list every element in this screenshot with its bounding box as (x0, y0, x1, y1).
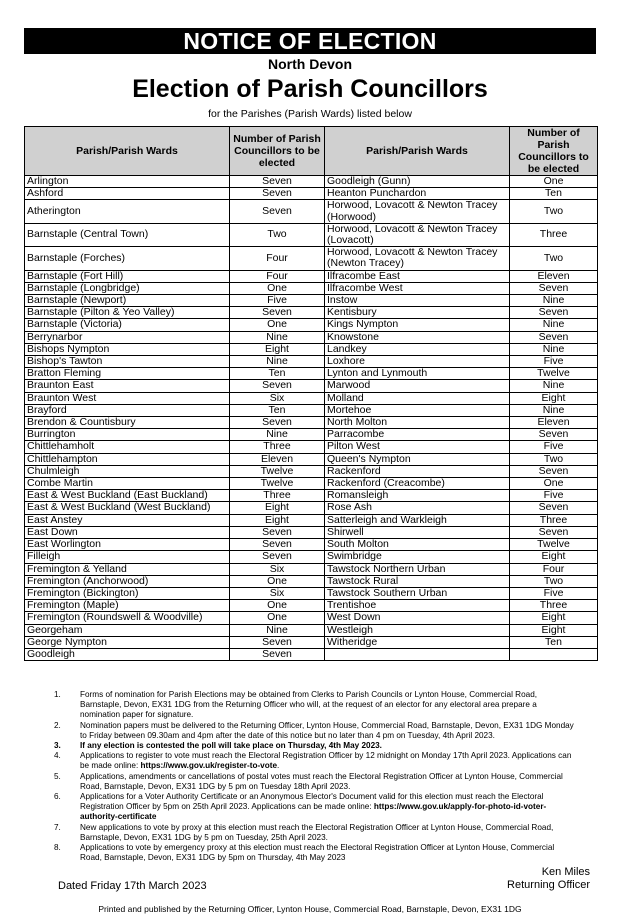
note-number: 4. (54, 751, 61, 761)
table-row (25, 247, 598, 270)
councillor-count-right: Twelve (510, 368, 598, 380)
signer-name: Ken Miles (541, 866, 590, 878)
table-row (25, 176, 598, 188)
councillor-count-left: Seven (230, 307, 325, 319)
page-subtitle: for the Parishes (Parish Wards) listed below (208, 108, 412, 120)
district-name: North Devon (268, 56, 352, 72)
table-row (25, 575, 598, 587)
councillor-count-left: Nine (230, 331, 325, 343)
ward-name-left: Berrynarbor (25, 331, 230, 343)
ward-name-left: East Anstey (25, 514, 230, 526)
councillor-count-left: Eight (230, 343, 325, 355)
councillor-count-right: Nine (510, 319, 598, 331)
councillor-count-left: Seven (230, 526, 325, 538)
note-text: Applications to vote by emergency proxy at this election must reach the Electoral Registration Officer at Lynton House, Commercial Road, Barnstaple, Devon, EX31 1DG by 5pm on Thursday, 4th May 2023 (80, 843, 555, 863)
table-row (25, 392, 598, 404)
ward-name-left: Braunton West (25, 392, 230, 404)
councillor-count-left: Seven (230, 539, 325, 551)
councillor-count-left: Seven (230, 200, 325, 223)
councillor-count-left: Five (230, 295, 325, 307)
ward-name-right: Marwood (325, 380, 510, 392)
table-row (25, 465, 598, 477)
councillor-count-right: Two (510, 247, 598, 270)
councillor-count-right: Eight (510, 392, 598, 404)
note-text-end: . (277, 761, 280, 771)
ward-name-right: Westleigh (325, 624, 510, 636)
councillor-count-left: Six (230, 392, 325, 404)
councillor-count-right: Two (510, 453, 598, 465)
ward-name-right: Knowstone (325, 331, 510, 343)
table-row (25, 600, 598, 612)
note-link[interactable]: https://www.gov.uk/register-to-vote (140, 761, 278, 771)
table-row (25, 478, 598, 490)
ward-name-left: Arlington (25, 176, 230, 188)
table-row (25, 200, 598, 223)
note-item (54, 741, 574, 751)
table-row (25, 270, 598, 282)
table-row (25, 648, 598, 660)
councillor-count-right: Five (510, 587, 598, 599)
councillor-count-right: Seven (510, 465, 598, 477)
ward-name-left: Combe Martin (25, 478, 230, 490)
ward-name-right: Kings Nympton (325, 319, 510, 331)
note-item (54, 792, 574, 823)
councillor-count-left: One (230, 600, 325, 612)
ward-name-left: Filleigh (25, 551, 230, 563)
ward-name-left: Ashford (25, 188, 230, 200)
councillor-count-left: Seven (230, 380, 325, 392)
councillor-count-right: Eleven (510, 270, 598, 282)
ward-name-right: Mortehoe (325, 404, 510, 416)
ward-name-left: Chulmleigh (25, 465, 230, 477)
councillor-count-left: Six (230, 587, 325, 599)
councillor-count-left: Four (230, 270, 325, 282)
ward-name-left: Burrington (25, 429, 230, 441)
councillor-count-left: Three (230, 441, 325, 453)
councillor-count-left: Twelve (230, 478, 325, 490)
councillor-count-left: One (230, 612, 325, 624)
table-row (25, 490, 598, 502)
ward-name-right (325, 648, 510, 660)
councillor-count-right: Three (510, 514, 598, 526)
table-row (25, 587, 598, 599)
ward-name-right: Horwood, Lovacott & Newton Tracey (Horwood) (325, 200, 510, 223)
ward-name-right: Kentisbury (325, 307, 510, 319)
councillor-count-right: One (510, 176, 598, 188)
councillor-count-left: Seven (230, 551, 325, 563)
councillor-count-right: Seven (510, 502, 598, 514)
page-title: Election of Parish Councillors (132, 75, 488, 103)
ward-name-left: Brendon & Countisbury (25, 417, 230, 429)
ward-name-left: East Down (25, 526, 230, 538)
note-item (54, 823, 574, 843)
ward-name-right: Instow (325, 295, 510, 307)
councillor-count-left: Twelve (230, 465, 325, 477)
note-number: 1. (54, 690, 61, 699)
ward-name-right: Pilton West (325, 441, 510, 453)
ward-name-left: Fremington & Yelland (25, 563, 230, 575)
table-row (25, 417, 598, 429)
ward-name-left: Atherington (25, 200, 230, 223)
table-row (25, 331, 598, 343)
councillor-count-right: Nine (510, 295, 598, 307)
dated-line: Dated Friday 17th March 2023 (58, 880, 207, 892)
ward-name-left: Barnstaple (Longbridge) (25, 282, 230, 294)
note-item (54, 751, 574, 771)
ward-name-right: Molland (325, 392, 510, 404)
table-row (25, 188, 598, 200)
parish-wards-table (24, 126, 598, 661)
ward-name-right: Tawstock Northern Urban (325, 563, 510, 575)
ward-name-left: Brayford (25, 404, 230, 416)
councillor-count-left: Seven (230, 417, 325, 429)
ward-name-right: North Molton (325, 417, 510, 429)
ward-name-left: Barnstaple (Central Town) (25, 223, 230, 246)
ward-name-left: Chittlehamholt (25, 441, 230, 453)
ward-name-right: Witheridge (325, 636, 510, 648)
ward-name-left: Barnstaple (Fort Hill) (25, 270, 230, 282)
note-number: 8. (54, 843, 61, 853)
ward-name-right: Rose Ash (325, 502, 510, 514)
councillor-count-left: Eight (230, 514, 325, 526)
table-row (25, 551, 598, 563)
note-text: If any election is contested the poll will take place on Thursday, 4th May 2023. (80, 741, 382, 751)
councillor-count-right: Ten (510, 636, 598, 648)
ward-name-right: West Down (325, 612, 510, 624)
table-row (25, 295, 598, 307)
councillor-count-right: Seven (510, 282, 598, 294)
ward-name-left: Georgeham (25, 624, 230, 636)
table-row (25, 319, 598, 331)
councillor-count-right: Seven (510, 307, 598, 319)
councillor-count-left: Nine (230, 624, 325, 636)
councillor-count-right: Seven (510, 526, 598, 538)
table-row (25, 282, 598, 294)
note-number: 6. (54, 792, 61, 802)
ward-name-right: Ilfracombe East (325, 270, 510, 282)
notice-banner: NOTICE OF ELECTION (24, 28, 596, 54)
table-row (25, 502, 598, 514)
ward-name-right: Horwood, Lovacott & Newton Tracey (Lovacott) (325, 223, 510, 246)
ward-name-left: Bishop's Tawton (25, 356, 230, 368)
ward-name-left: Barnstaple (Newport) (25, 295, 230, 307)
ward-name-left: East Worlington (25, 539, 230, 551)
table-row (25, 356, 598, 368)
councillor-count-left: Eight (230, 502, 325, 514)
table-row (25, 368, 598, 380)
table-row (25, 343, 598, 355)
ward-name-right: Landkey (325, 343, 510, 355)
ward-name-right: Goodleigh (Gunn) (325, 176, 510, 188)
imprint-line: Printed and published by the Returning Officer, Lynton House, Commercial Road, Barnstaple, Devon, EX31 1DG (98, 904, 522, 914)
councillor-count-left: One (230, 282, 325, 294)
councillor-count-left: Four (230, 247, 325, 270)
councillor-count-right: Seven (510, 429, 598, 441)
table-row (25, 514, 598, 526)
table-row (25, 441, 598, 453)
councillor-count-right: Eight (510, 612, 598, 624)
ward-name-right: Romansleigh (325, 490, 510, 502)
ward-name-right: South Molton (325, 539, 510, 551)
col-header-wards-left: Parish/Parish Wards (25, 127, 230, 176)
ward-name-left: Fremington (Anchorwood) (25, 575, 230, 587)
ward-name-left: Fremington (Maple) (25, 600, 230, 612)
table-row (25, 223, 598, 246)
table-body (25, 176, 598, 661)
councillor-count-right: Eight (510, 551, 598, 563)
councillor-count-left: Seven (230, 176, 325, 188)
councillor-count-left: Seven (230, 636, 325, 648)
table-row (25, 429, 598, 441)
ward-name-left: Bratton Fleming (25, 368, 230, 380)
ward-name-right: Trentishoe (325, 600, 510, 612)
ward-name-right: Heanton Punchardon (325, 188, 510, 200)
ward-name-right: Lynton and Lynmouth (325, 368, 510, 380)
councillor-count-left: Nine (230, 429, 325, 441)
ward-name-left: East & West Buckland (West Buckland) (25, 502, 230, 514)
ward-name-left: Goodleigh (25, 648, 230, 660)
ward-name-right: Shirwell (325, 526, 510, 538)
note-number: 5. (54, 771, 61, 781)
ward-name-right: Parracombe (325, 429, 510, 441)
col-header-wards-right: Parish/Parish Wards (325, 127, 510, 176)
ward-name-left: Braunton East (25, 380, 230, 392)
note-item (54, 843, 574, 863)
ward-name-left: Barnstaple (Victoria) (25, 319, 230, 331)
councillor-count-right: Ten (510, 188, 598, 200)
councillor-count-right: Five (510, 441, 598, 453)
councillor-count-right: Eight (510, 624, 598, 636)
councillor-count-right: Five (510, 490, 598, 502)
table-row (25, 539, 598, 551)
col-header-count-left: Number of Parish Councillors to be elected (230, 127, 325, 176)
councillor-count-right (510, 648, 598, 660)
councillor-count-right: One (510, 478, 598, 490)
note-text: Applications for a Voter Authority Certificate or an Anonymous Elector's Document valid for this election must reach the Electoral Registration Officer by 5pm on 25th April 2023. Applications can be made online: (80, 792, 544, 812)
councillor-count-right: Nine (510, 380, 598, 392)
ward-name-right: Queen's Nympton (325, 453, 510, 465)
councillor-count-right: Three (510, 223, 598, 246)
notes-list (54, 690, 574, 863)
ward-name-right: Satterleigh and Warkleigh (325, 514, 510, 526)
councillor-count-right: Seven (510, 331, 598, 343)
councillor-count-left: Six (230, 563, 325, 575)
ward-name-left: George Nympton (25, 636, 230, 648)
councillor-count-right: Three (510, 600, 598, 612)
ward-name-left: Bishops Nympton (25, 343, 230, 355)
councillor-count-right: Four (510, 563, 598, 575)
councillor-count-left: Seven (230, 648, 325, 660)
note-item (54, 690, 574, 721)
ward-name-left: Chittlehampton (25, 453, 230, 465)
ward-name-right: Rackenford (325, 465, 510, 477)
note-item (54, 721, 574, 741)
signature-block (507, 866, 590, 892)
table-row (25, 380, 598, 392)
table-row (25, 453, 598, 465)
table-row (25, 624, 598, 636)
councillor-count-right: Nine (510, 404, 598, 416)
ward-name-left: East & West Buckland (East Buckland) (25, 490, 230, 502)
ward-name-left: Fremington (Roundswell & Woodville) (25, 612, 230, 624)
table-row (25, 307, 598, 319)
ward-name-left: Fremington (Bickington) (25, 587, 230, 599)
councillor-count-left: Three (230, 490, 325, 502)
table-row (25, 526, 598, 538)
note-text: Applications to register to vote must reach the Electoral Registration Officer by 12 midnight on Monday 17th April 2023. Applications can be made online: (80, 751, 572, 771)
table-row (25, 404, 598, 416)
table-header-row (25, 127, 598, 176)
ward-name-right: Swimbridge (325, 551, 510, 563)
note-text: Applications, amendments or cancellations of postal votes must reach the Electoral Registration Officer at Lynton House, Commercial Road, Barnstaple, Devon, EX31 1DG by 5 pm on Tuesday 18th April 2023. (80, 771, 563, 791)
councillor-count-left: Two (230, 223, 325, 246)
councillor-count-left: One (230, 575, 325, 587)
councillor-count-left: Nine (230, 356, 325, 368)
ward-name-right: Rackenford (Creacombe) (325, 478, 510, 490)
ward-name-left: Barnstaple (Pilton & Yeo Valley) (25, 307, 230, 319)
councillor-count-right: Eleven (510, 417, 598, 429)
note-text: Forms of nomination for Parish Elections may be obtained from Clerks to Parish Councils or Lynton House, Commercial Road, Barnstaple, Devon, EX31 1DG from the Returning Officer who will, at the request of an elector for any electoral area prepare a nomination paper for signature. (80, 690, 538, 720)
ward-name-right: Tawstock Rural (325, 575, 510, 587)
ward-name-right: Tawstock Southern Urban (325, 587, 510, 599)
ward-name-right: Ilfracombe West (325, 282, 510, 294)
ward-name-right: Loxhore (325, 356, 510, 368)
councillor-count-right: Twelve (510, 539, 598, 551)
note-number: 3. (54, 741, 61, 751)
note-number: 2. (54, 720, 61, 730)
councillor-count-right: Two (510, 575, 598, 587)
note-number: 7. (54, 822, 61, 832)
councillor-count-left: One (230, 319, 325, 331)
table-row (25, 563, 598, 575)
councillor-count-left: Ten (230, 404, 325, 416)
councillor-count-right: Five (510, 356, 598, 368)
table-row (25, 636, 598, 648)
signer-role: Returning Officer (507, 879, 590, 891)
note-text: Nomination papers must be delivered to the Returning Officer, Lynton House, Commercial Road, Barnstaple, Devon, EX31 1DG Monday to Friday between 09.30am and 4pm after the date of this notice but no later than 4 pm on Tuesday, 4th April 2023. (80, 720, 574, 740)
note-text: New applications to vote by proxy at this election must reach the Electoral Registration Officer at Lynton House, Commercial Road, Barnstaple, Devon, EX31 1DG by 5 pm on Tuesday, 25th April 2023. (80, 822, 554, 842)
ward-name-left: Barnstaple (Forches) (25, 247, 230, 270)
ward-name-right: Horwood, Lovacott & Newton Tracey (Newton Tracey) (325, 247, 510, 270)
councillor-count-left: Seven (230, 188, 325, 200)
col-header-count-right: Number of Parish Councillors to be elected (510, 127, 598, 176)
note-item (54, 772, 574, 792)
councillor-count-left: Eleven (230, 453, 325, 465)
councillor-count-left: Ten (230, 368, 325, 380)
table-row (25, 612, 598, 624)
councillor-count-right: Nine (510, 343, 598, 355)
councillor-count-right: Two (510, 200, 598, 223)
note-link[interactable]: https://www.gov.uk/apply-for-photo-id-voter-authority-certificate (80, 802, 547, 822)
